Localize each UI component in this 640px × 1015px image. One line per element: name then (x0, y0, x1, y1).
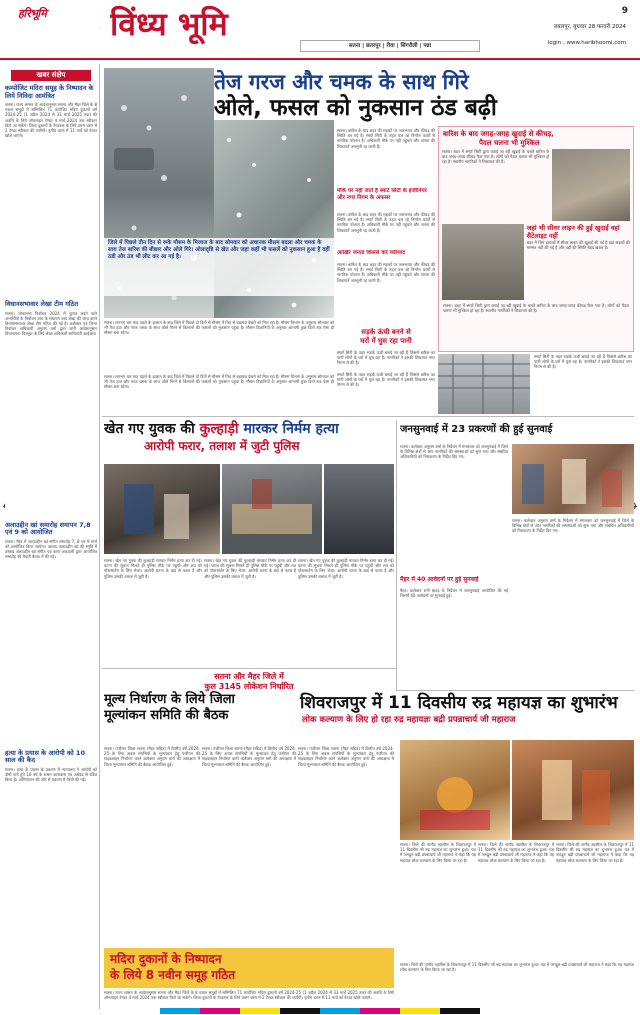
dateline (486, 22, 626, 32)
lead-photo-caption: जिले में पिछले तीन दिन से रूके मौसम के मिजाज के बाद सोमवार को अचानक मौसम बदला और चमक के साथ तेज बारिश की बौछार और ओले गिरे। ओलावृष्टि से खेत और जहां कहीं भी फसलें को नुकसान हुआ है वहीं ठंडी और ठंड भी लौट कर आ गई है। (108, 240, 330, 260)
hearing-headline: जनसुनवाई में 23 प्रकरणों की हुई सुनवाई (400, 424, 553, 435)
crime-photo-1 (104, 464, 220, 554)
hearing-body: सतना। कलेक्टर अनुराग वर्मा के निर्देशन में मंगलवार को जनसुनवाई में जिले के विभिन्न क्षेत्रों से आए नागरिकों की समस्याओं को सुना गया और संबंधित अधिकारियों को निराकरण के निर्देश दिए गए। (400, 444, 508, 460)
brief-headline: अलाउद्दीन खां समारोह समापन 7,8 एवं 9 को आयोजित (5, 520, 91, 536)
yagya-body-3: सतना। जिले की नागौद तहसील के शिवराजपुर में 11 दिवसीय श्री रुद्र महायज्ञ का शुभारंभ हुआ। यज्ञ में जगद्गुरु बद्री प्रपन्नाचार्य जी महाराज ने कहा कि यह महायज्ञ लोक कल्याण के लिए किया जा रहा है। (556, 842, 634, 863)
valuation-kicker-1: सतना और मैहर जिले में (214, 672, 284, 681)
yagya-body-4: सतना। जिले की नागौद तहसील के शिवराजपुर में 11 दिवसीय श्री रुद्र महायज्ञ का शुभारंभ हुआ। यज्ञ में जगद्गुरु बद्री प्रपन्नाचार्य जी महाराज ने कहा कि यह महायज्ञ लोक कल्याण के लिए किया जा रहा है। (400, 962, 634, 973)
page-number: 9 (621, 6, 628, 16)
lead-body: सतना। लगभग चार माह पहले के हालात के बाद जिले में पिछले दो दिनों से मौसम में फिर से बदलाव देखने को मिल रहा है। मौसम विभाग के अनुसार सोमवार को भी तेज हवा और गरज चमक के साथ ओले गिरने से किसानों की फसलों को नुकसान पहुंचा है। मौसम विज्ञानियों के अनुसार आगामी कुछ दिनों तक ऐसा ही मौसम बना रहेगा। (104, 320, 334, 336)
masthead-rule (0, 58, 640, 60)
crime-photo-2 (222, 464, 322, 554)
city-strip (300, 40, 480, 52)
crime-body-3: सतना। खेत गए युवक की कुल्हाड़ी मारकर निर्मम हत्या कर दी गई। घटना की सूचना मिलते ही पुलिस मौके पर पहुंची और शव को पोस्टमार्टम के लिए भेजा। आरोपी घटना के बाद से फरार है और पुलिस उसकी तलाश में जुटी है। (298, 558, 394, 579)
pull-quote: सड़के ऊंची बनने से घरों में घुस रहा पानी (360, 328, 412, 345)
brief-body: सतना। राज्य शासन के आदेशानुसार सतना और मैहर जिले के 8 एकल समूहों में सम्मिलित 71 कंपोजिट मदिरा दुकानों वर्ष 2024-25 (1 अप्रैल 2024 से 31 मार्च 2025 तक) की अवधि के लिये ऑनलाइन टेण्डर 4 मार्च 2024 तक स्वीकार किये जा सकेंगे। जिला दुकानों के टेण्डरुल के लिये प्रथम चरण में 2 टेण्डर स्वीकार की जाएँगी। तृतीय चरण में 11 मार्च को टेण्डर खोले जाएंगे। (5, 102, 97, 139)
box-subhead: जहां भी सीवर लाइन की हुई खुदाई वहां सैटेलाइट नहीं (526, 224, 620, 240)
city-list: सतना | छतरपुर | रीवा | सिंगरौली | पन्ना (348, 43, 432, 49)
lead-photo-caption-box (104, 238, 334, 296)
box-photo-street (442, 224, 524, 300)
brief-item (5, 522, 97, 747)
yagya-body-1: सतना। जिले की नागौद तहसील के शिवराजपुर में 11 दिवसीय श्री रुद्र महायज्ञ का शुभारंभ हुआ। यज्ञ में जगद्गुरु बद्री प्रपन्नाचार्य जी महाराज ने कहा कि यह महायज्ञ लोक कल्याण के लिए किया जा रहा है। (400, 842, 476, 863)
hearing-sub-body: मैहर। कलेक्टर रानी बाटड़ के निर्देशन में जनसुनवाई आयोजित की गई जिसमें 40 आवेदनों पर सुनवाई हुई। (400, 588, 508, 599)
box-story (438, 126, 634, 352)
valuation-headline-2: मूल्यांकन समिति की बैठक (104, 708, 229, 723)
crime-body-1: सतना। खेत गए युवक की कुल्हाड़ी मारकर निर्मम हत्या कर दी गई। घटना की सूचना मिलते ही पुलिस मौके पर पहुंची और शव को पोस्टमार्टम के लिए भेजा। आरोपी घटना के बाद से फरार है और पुलिस उसकी तलाश में जुटी है। (104, 558, 202, 579)
yagya-photo-1 (400, 740, 510, 840)
valuation-kicker-2: कुल 3145 लोकेशन निर्धारित (204, 682, 294, 691)
brief-body: सतना। हत्या के प्रयास के प्रकरण में न्यायालय ने आरोपी को दोषी पाते हुये 10 वर्ष के सश्रम कारावास एवं अर्थदंड से दंडित किया है। अभियोजन की ओर से प्रकरण में पैरवी की गई। (5, 766, 97, 782)
brief-headline: विधानसभावार लेखा टीम गठित (5, 300, 79, 308)
brief-item (5, 85, 97, 298)
box-body-more: सतना। शहर में स्मार्ट सिटी द्वारा कराई जा रही खुदाई के चलते बारिश के बाद जगह-जगह कीचड़ फैल गया है। लोगों को पैदल चलना भी मुश्किल हो रहा है। स्थानीय नागरिकों ने शिकायत की है। (443, 303, 629, 314)
liquor-headline-1: मदिरा दुकानों के निष्पादन (110, 952, 222, 966)
date-text: जबलपुर, बुधवार 28 फरवरी 2024 (553, 24, 626, 30)
brief-headline: हत्या के प्रयास के आरोपी को 10 साल की कैद (5, 748, 85, 764)
box-sub-body: शहर में जिन इलाकों में सीवर लाइन की खुदाई की गई है वहां सड़कों की मरम्मत नहीं की गई है और वहीं की स्थिति बेहद खराब है। (526, 240, 630, 251)
brief-item (5, 301, 97, 519)
login-line (486, 40, 626, 50)
crime-subheadline: आरोपी फरार, तलाश में जुटी पुलिस (144, 439, 300, 453)
lead-headline (214, 70, 630, 124)
yagya-headline-block (298, 692, 634, 736)
lead-headline-line1: तेज गरज और चमक के साथ गिरे (214, 70, 469, 94)
brief-body: सतना। मैहर में अलाउद्दीन खां संगीत समारोह 7, 8 एवं 9 मार्च को आयोजित किया जायेगा। उस्ताद अलाउद्दीन खां की स्मृति में उस्ताद अलाउद्दीन खां संगीत एवं कला अकादमी द्वारा आयोजित समारोह की तैयारी बैठक में की गई। (5, 538, 97, 560)
paper-title (110, 2, 270, 52)
lead-headline-line2: ओले, फसल को नुकसान ठंड बढ़ी (214, 95, 497, 121)
crime-headline (104, 420, 394, 462)
hearing-photo (512, 444, 634, 514)
crime-photo-3 (324, 464, 394, 554)
section-rule (102, 416, 634, 417)
brand-logo (18, 6, 98, 28)
crime-headline-weapon: कुल्हाड़ी (199, 421, 239, 437)
box-body: सतना। शहर में स्मार्ट सिटी द्वारा कराई जा रही खुदाई के चलते बारिश के बाद जगह-जगह कीचड़ फैल गया है। लोगों को पैदल चलना भी मुश्किल हो रहा है। स्थानीय नागरिकों ने शिकायत की है। (442, 149, 550, 165)
column-rule (396, 420, 397, 690)
yagya-body-2: सतना। जिले की नागौद तहसील के शिवराजपुर में 11 दिवसीय श्री रुद्र महायज्ञ का शुभारंभ हुआ। यज्ञ में जगद्गुरु बद्री प्रपन्नाचार्य जी महाराज ने कहा कि यह महायज्ञ लोक कल्याण के लिए किया जा रहा है। (478, 842, 554, 863)
box-photo-mud (552, 149, 630, 221)
crime-headline-b: मारकर निर्मम हत्या (243, 421, 339, 437)
print-color-bar (160, 1008, 480, 1014)
section-rule (102, 668, 396, 669)
yagya-headline: शिवराजपुर में 11 दिवसीय रुद्र महायज्ञ का शुभारंभ (300, 693, 618, 713)
valuation-headline-1: मूल्य निर्धारण के लिये जिला (104, 692, 235, 707)
yagya-photo-2 (512, 740, 634, 840)
box-headline-2: पैदल चलना भी मुश्किल (479, 138, 540, 147)
box-headline-1: बारिश के बाद जगह-जगह खुदाई से कीचड़, (443, 130, 554, 138)
hearing-subhead: मैहर में 40 आवेदनों पर हुई सुनवाई (400, 576, 479, 583)
liquor-body: सतना। राज्य शासन के आदेशानुसार सतना और मैहर जिले के 8 एकल समूहों में सम्मिलित 71 कंपोजिट मदिरा दुकानों वर्ष 2024-25 (1 अप्रैल 2024 से 31 मार्च 2025 तक) की अवधि के लिये ऑनलाइन टेण्डर 4 मार्च 2024 तक स्वीकार किये जा सकेंगे। जिला दुकानों के टेण्डरुल के लिये प्रथम चरण में 2 टेण्डर स्वीकार की जाएँगी। तृतीय चरण में 11 मार्च को टेण्डर खोले जाएंगे। (104, 990, 394, 1001)
crime-body-2: सतना। खेत गए युवक की कुल्हाड़ी मारकर निर्मम हत्या कर दी गई। घटना की सूचना मिलते ही पुलिस मौके पर पहुंची और शव को पोस्टमार्टम के लिए भेजा। आरोपी घटना के बाद से फरार है और पुलिस उसकी तलाश में जुटी है। (204, 558, 296, 579)
road-story-cont: स्मार्ट सिटी के तहत सड़कें ऊंची बनाई जा रही हैं जिससे बारिश का पानी लोगों के घरों में घुस रहा है। नागरिकों ने इसकी शिकायत नगर निगम से की है। (337, 372, 435, 388)
road-story-body: स्मार्ट सिटी के तहत सड़कें ऊंची बनाई जा रही हैं जिससे बारिश का पानी लोगों के घरों में घुस रहा है। नागरिकों ने इसकी शिकायत नगर निगम से की है। (337, 350, 435, 366)
brief-item (5, 750, 97, 877)
valuation-body-2: सतना। पंजीयन जिला सतना (मैहर सहित) में वित्तीय वर्ष 2024-25 के लिए अचल संपत्तियों के मूल्यांकन हेतु पंजीयन की गाइडलाइन निर्धारण करने कलेक्टर अनुराग वर्मा की अध्यक्षता में जिला मूल्यांकन समिति की बैठक आयोजित हुई। (202, 746, 296, 767)
brief-headline: कम्पोजिट मदिरा समूह के निष्पादन के लिये निविदा आमंत्रित (5, 84, 94, 100)
yagya-subheadline: लोक कल्याण के लिए हो रहा रुद्र महायज्ञः बद्री प्रपन्नाचार्य जी महाराज (302, 715, 516, 725)
supplement-title: विंध्य भूमि (110, 5, 228, 43)
brand-name: हरिभूमि (18, 7, 47, 20)
road-photo (438, 354, 530, 414)
crime-headline-a: खेत गए युवक की (104, 421, 195, 437)
sidebar-label: खबर संक्षेप (11, 70, 91, 81)
liquor-headline-2: के लिये 8 नवीन समूह गठित (110, 968, 236, 982)
lead-body-cont: सतना। लगभग चार माह पहले के हालात के बाद जिले में पिछले दो दिनों से मौसम में फिर से बदलाव देखने को मिल रहा है। मौसम विभाग के अनुसार सोमवार को भी तेज हवा और गरज चमक के साथ ओले गिरने से किसानों की फसलों को नुकसान पहुंचा है। मौसम विज्ञानियों के अनुसार आगामी कुछ दिनों तक ऐसा ही मौसम बना रहेगा। (104, 374, 334, 390)
sidebar (5, 66, 97, 1009)
valuation-body-1: सतना। पंजीयन जिला सतना (मैहर सहित) में वित्तीय वर्ष 2024-25 के लिए अचल संपत्तियों के मूल्यांकन हेतु पंजीयन की गाइडलाइन निर्धारण करने कलेक्टर अनुराग वर्मा की अध्यक्षता में जिला मूल्यांकन समिति की बैठक आयोजित हुई। (104, 746, 200, 767)
brief-body: सतना। लोकसभा निर्वाचन 2024 में चुनाव लड़ने वाले अभ्यर्थियों के निर्वाचन व्यय के संधारण व्यय लेखा की जांच करने विधानसभावार लेखा टीम गठित की गई है। कलेक्टर एवं जिला निर्वाचन अधिकारी अनुराग वर्मा द्वारा जारी आदेशानुसार विधानसभा चित्रकूट के लिये लेखा अधिकारी साथियारी आईआर। (5, 310, 97, 337)
hearing-body-right: सतना। कलेक्टर अनुराग वर्मा के निर्देशन में मंगलवार को जनसुनवाई में जिले के विभिन्न क्षेत्रों से आए नागरिकों की समस्याओं को सुना गया और संबंधित अधिकारियों को निराकरण के निर्देश दिए गए। (512, 518, 634, 534)
lead-subhead-2: आखिर जनता किससे करे फरियाद (337, 250, 406, 256)
liquor-box (104, 948, 394, 988)
road-story-right: स्मार्ट सिटी के तहत सड़कें ऊंची बनाई जा रही हैं जिससे बारिश का पानी लोगों के घरों में घुस रहा है। नागरिकों ने इसकी शिकायत नगर निगम से की है। (534, 354, 632, 370)
lead-middle-body: सतना। बारिश के बाद शहर की सड़कों पर जलभराव और कीचड़ की स्थिति बन गई है। स्मार्ट सिटी के तहत चल रहे निर्माण कार्यों से नागरिक परेशान हैं। अधिकारी मौके पर नहीं पहुंचते और जनता की शिकायतें अनसुनी रह जाती हैं। (337, 128, 435, 149)
valuation-body-3: सतना। पंजीयन जिला सतना (मैहर सहित) में वित्तीय वर्ष 2024-25 के लिए अचल संपत्तियों के मूल्यांकन हेतु पंजीयन की गाइडलाइन निर्धारण करने कलेक्टर अनुराग वर्मा की अध्यक्षता में जिला मूल्यांकन समिति की बैठक आयोजित हुई। (298, 746, 394, 767)
section-rule (396, 690, 634, 691)
lead-middle-body-3: सतना। बारिश के बाद शहर की सड़कों पर जलभराव और कीचड़ की स्थिति बन गई है। स्मार्ट सिटी के तहत चल रहे निर्माण कार्यों से नागरिक परेशान हैं। अधिकारी मौके पर नहीं पहुंचते और जनता की शिकायतें अनसुनी रह जाती हैं। (337, 262, 435, 283)
column-rule (99, 64, 100, 1009)
lead-middle-body-2: सतना। बारिश के बाद शहर की सड़कों पर जलभराव और कीचड़ की स्थिति बन गई है। स्मार्ट सिटी के तहत चल रहे निर्माण कार्यों से नागरिक परेशान हैं। अधिकारी मौके पर नहीं पहुंचते और जनता की शिकायतें अनसुनी रह जाती हैं। (337, 212, 435, 233)
login-text: login : www.haribhoomi.com (547, 40, 626, 46)
lead-subhead-1: मौके पर नहीं जाते हैं स्मार्ट सिटी के इंजीनियर और नगर निगम के अफसर (337, 188, 427, 201)
